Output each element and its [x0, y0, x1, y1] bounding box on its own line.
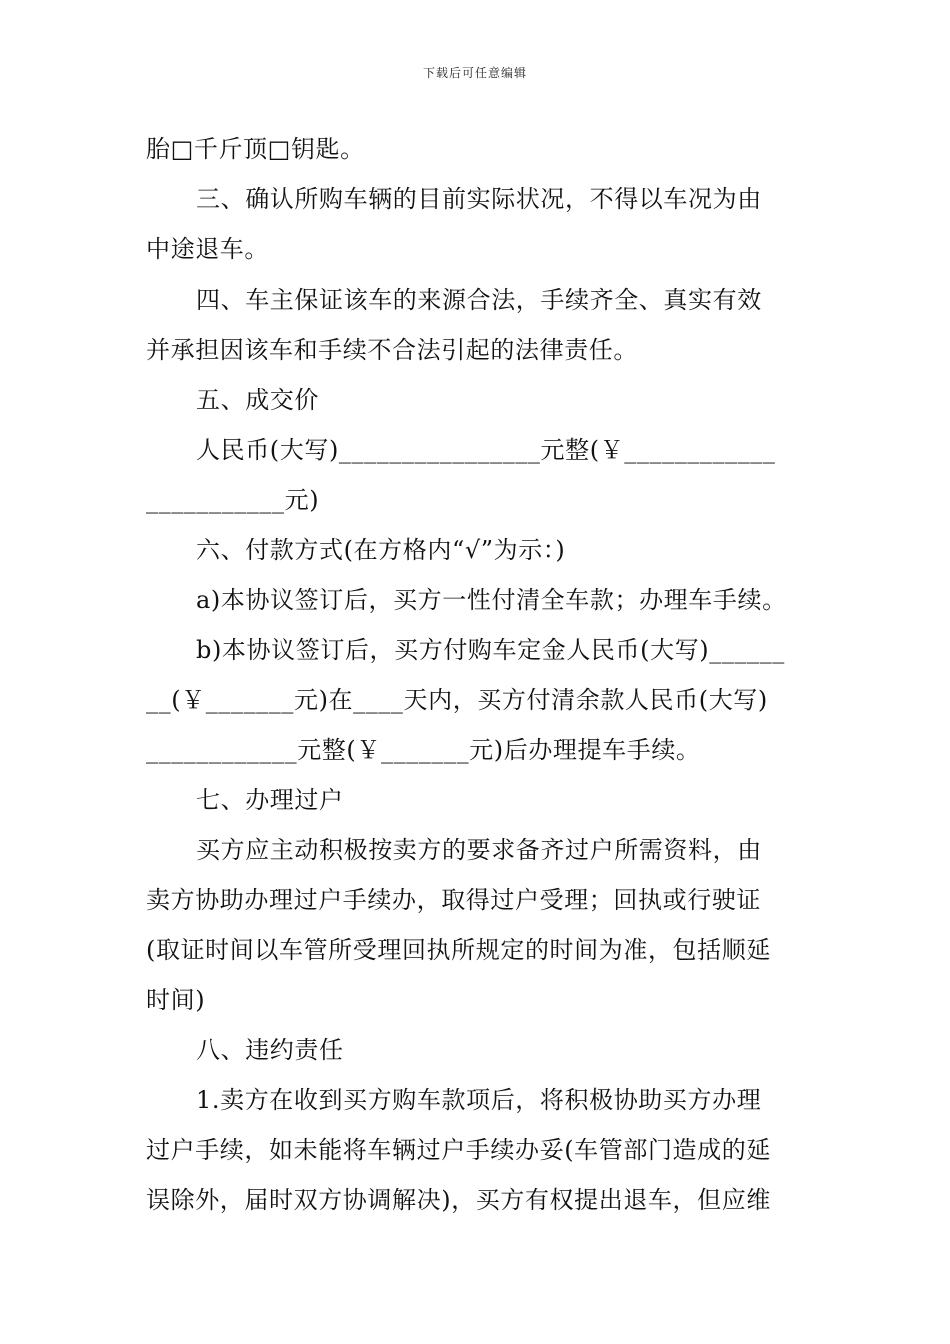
transfer-paragraph-cont: 时间)	[146, 986, 206, 1014]
section-heading-6: 六、付款方式(在方格内“√”为示：)	[196, 536, 566, 564]
liability-paragraph: 1.卖方在收到买方购车款项后，将积极协助买方办理	[196, 1086, 762, 1114]
section-heading-4: 四、车主保证该车的来源合法，手续齐全、真实有效	[196, 286, 762, 314]
text-line: 并承担因该车和手续不合法引起的法律责任。	[146, 336, 638, 364]
price-line-cont: ___________元)	[146, 486, 320, 514]
section-heading-3: 三、确认所购车辆的目前实际状况，不得以车况为由	[196, 185, 762, 213]
payment-option-a: a)本协议签订后，买方一性付清全车款；办理车手续。	[196, 586, 787, 614]
section-heading-5: 五、成交价	[196, 386, 319, 414]
payment-option-b: b)本协议签订后，买方付购车定金人民币(大写)______	[196, 636, 785, 664]
text-line: 中途退车。	[146, 235, 269, 263]
liability-paragraph-cont: 误除外，届时双方协调解决)，买方有权提出退车，但应维	[146, 1186, 771, 1214]
transfer-paragraph-cont: 卖方协助办理过户手续办，取得过户受理；回执或行驶证	[146, 886, 761, 914]
text-line: 胎□千斤顶□钥匙。	[146, 135, 365, 163]
payment-option-b-cont: __(￥_______元)在____天内，买方付清余款人民币(大写)	[146, 686, 768, 714]
transfer-paragraph: 买方应主动积极按卖方的要求备齐过户所需资料，由	[196, 836, 762, 864]
page-header: 下载后可任意编辑	[422, 66, 527, 80]
section-heading-8: 八、违约责任	[196, 1036, 344, 1064]
liability-paragraph-cont: 过户手续，如未能将车辆过户手续办妥(车管部门造成的延	[146, 1136, 771, 1164]
price-line: 人民币(大写)________________元整(￥____________	[196, 436, 776, 464]
section-heading-7: 七、办理过户	[196, 786, 344, 814]
payment-option-b-cont: ____________元整(￥_______元)后办理提车手续。	[146, 736, 701, 764]
transfer-paragraph-cont: (取证时间以车管所受理回执所规定的时间为准，包括顺延	[146, 936, 771, 964]
